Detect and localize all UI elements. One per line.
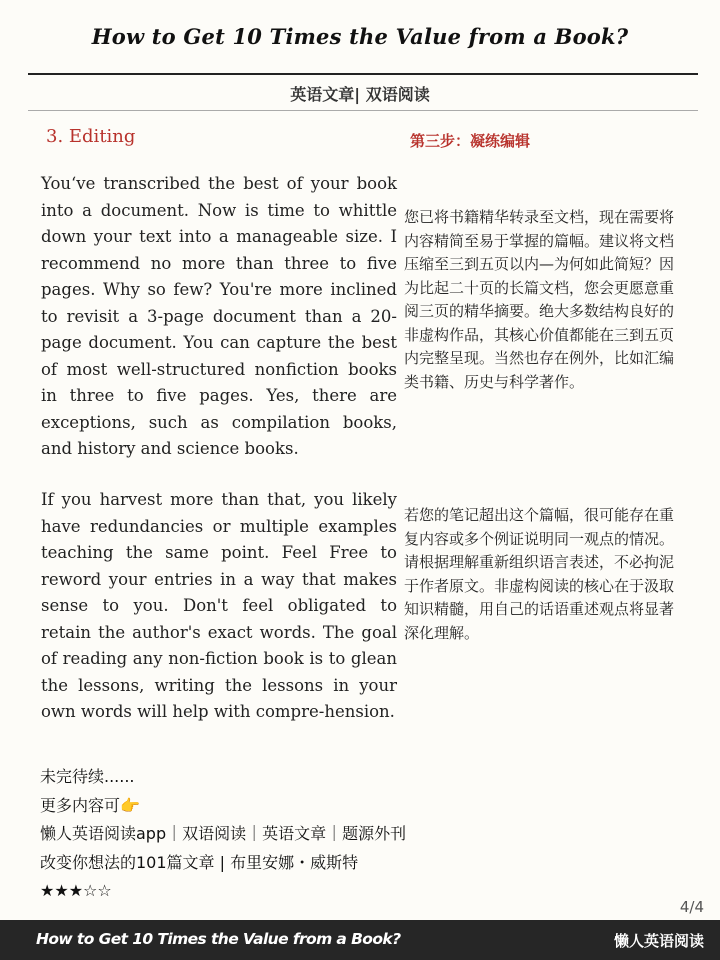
book-source-line: 改变你想法的101篇文章 | 布里安娜・威斯特	[40, 852, 359, 872]
pointing-hand-icon: 👉	[120, 795, 140, 815]
subtitle-divider	[28, 110, 698, 111]
more-content-line	[40, 792, 680, 821]
bottom-bar-brand: 懒人英语阅读	[613, 932, 704, 950]
more-content-text: 更多内容可	[40, 795, 121, 815]
paragraph-1-zh: 您已将书籍精华转录至文档，现在需要将内容精简至易于掌握的篇幅。建议将文档压缩至三到五页以内—为何如此简短？因为比起二十页的长篇文档，您会更愿意重阅三页的精华摘要。绝大多数结构良好的非虚构作品，其核心价值都能在三到五页内完整呈现。当然也存在例外，比如汇编类书籍、历史与科学著作。	[404, 208, 675, 391]
section-heading-zh: 第三步：凝练编辑	[410, 132, 531, 150]
bottom-bar	[0, 920, 720, 960]
paragraph-2-en: If you harvest more than that, you likely have redundancies or multiple examples teaching the same point. Feel Free to reword your entries in a way that makes sense to you. Don't feel obligated to retain the author's exact words. The goal of reading any non-fiction book is to glean the lessons, writing the lessons in your own words will help with compre-hension.	[41, 490, 397, 721]
subtitle: 英语文章| 双语阅读	[290, 85, 430, 104]
page-number: 4/4	[679, 898, 704, 916]
section-heading-en: 3. Editing	[46, 126, 136, 147]
to-be-continued: 未完待续......	[40, 767, 135, 786]
rating-stars: ★★★☆☆	[40, 881, 112, 900]
title-divider	[28, 73, 698, 75]
footer-notes	[40, 763, 680, 906]
tags-line: 懒人英语阅读app｜双语阅读｜英语文章｜题源外刊	[40, 824, 407, 843]
page-title: How to Get 10 Times the Value from a Book?	[91, 24, 629, 49]
bottom-bar-title: How to Get 10 Times the Value from a Book?	[36, 930, 401, 948]
paragraph-2-zh: 若您的笔记超出这个篇幅，很可能存在重复内容或多个例证说明同一观点的情况。请根据理解重新组织语言表述，不必拘泥于作者原文。非虚构阅读的核心在于汲取知识精髓，用自己的话语重述观点将显著深化理解。	[404, 506, 675, 642]
paragraph-1-en: You‘ve transcribed the best of your book into a document. Now is time to whittle down your text into a manageable size. I recommend no more than three to five pages. Why so few? You're more inclined to revisit a 3-page document than a 20-page document. You can capture the best of most well-structured nonfiction books in three to five pages. Yes, there are exceptions, such as compilation books, and history and science books.	[41, 174, 397, 458]
